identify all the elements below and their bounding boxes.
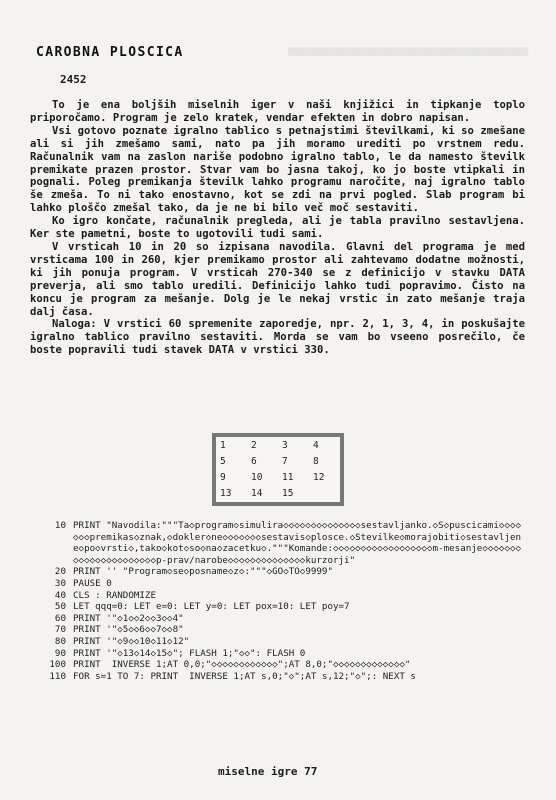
code-text: LET qqq=0: LET e=0: LET y=0: LET pox=10: LET poy=7 <box>73 601 350 613</box>
board-cell: 12 <box>313 472 325 484</box>
board-cell: 9 <box>220 472 226 484</box>
code-line <box>44 520 524 566</box>
board-cell: 10 <box>251 472 263 484</box>
line-number: 100 <box>49 659 66 671</box>
code-text: FOR s=1 TO 7: PRINT INVERSE 1;AT s,0;"◇";AT s,12;"◇";: NEXT s <box>73 670 416 682</box>
program-number: 2452 <box>60 73 87 86</box>
program-listing <box>44 520 524 682</box>
line-number: 50 <box>54 601 66 613</box>
code-text: PRINT '"◇5◇◇6◇◇7◇◇8" <box>73 624 184 636</box>
code-line <box>44 671 524 683</box>
code-text: PRINT INVERSE 1;AT 0,0;"◇◇◇◇◇◇◇◇◇◇◇◇";AT 8,0;"◇◇◇◇◇◇◇◇◇◇◇◇◇" <box>73 659 411 671</box>
paragraph: V vrsticah 10 in 20 so izpisana navodila. Glavni del programa je med vrsticama 100 in 260, kjer premikamo prostor ali zahtevamo dodatne možnosti, ki jih ponuja program. V vrsticah 270-340 se z definicijo v stavku DATA preverja, ali smo tablo uredili. Definicijo lahko tudi popravimo. Čisto na koncu je program za mešanje. Dolg je le nekaj vrstic in zato mešanje traja dalj časa. <box>30 240 525 318</box>
code-text: PAUSE 0 <box>73 577 112 589</box>
line-number: 60 <box>54 612 66 624</box>
puzzle-board <box>216 437 340 502</box>
board-cell: 13 <box>220 488 232 500</box>
code-text: PRINT '"◇9◇◇10◇11◇12" <box>73 635 190 647</box>
board-cell <box>309 486 340 502</box>
code-line <box>44 578 524 590</box>
line-number: 70 <box>54 624 66 636</box>
line-number: 90 <box>54 647 66 659</box>
board-cell: 4 <box>313 439 319 451</box>
board-cell: 7 <box>282 455 288 467</box>
code-line <box>44 613 524 625</box>
board-cell: 3 <box>282 439 288 451</box>
code-line <box>44 659 524 671</box>
board-cell: 1 <box>220 439 226 451</box>
page-footer: miselne igre 77 <box>218 765 318 778</box>
code-line <box>44 624 524 636</box>
code-text: CLS : RANDOMIZE <box>73 589 156 601</box>
board-cell: 15 <box>282 488 294 500</box>
code-text: PRINT "Navodila:"""Ta◇program◇simulira◇◇◇◇◇◇◇◇◇◇◇◇◇◇sestavljanko.◇S◇puscicami◇◇◇◇◇◇◇premikas◇znak,◇dokler◇ne◇◇◇◇◇◇◇sestavis◇plosce.◇Stevilke◇morajobiti◇sestavljene◇po◇vrsti◇,tako◇kot◇so◇na◇zacetku◇."""Komande:◇◇◇◇◇◇◇◇◇◇◇◇◇◇◇◇◇◇m-mesanje◇◇◇◇◇◇◇◇◇◇◇◇◇◇◇◇◇◇◇◇◇◇p-prav/narobe◇◇◇◇◇◇◇◇◇◇◇◇◇◇kurzorji" <box>73 520 522 566</box>
code-text: PRINT '"◇13◇14◇15◇"; FLASH 1;"◇◇": FLASH 0 <box>73 647 306 659</box>
paragraph: To je ena boljših miselnih iger v naši knjižici in tipkanje toplo priporočamo. Program je zelo kratek, vendar efekten in dobro napisan. <box>30 99 525 124</box>
line-number: 10 <box>54 520 66 531</box>
code-line <box>44 566 524 578</box>
code-line <box>44 648 524 660</box>
line-number: 110 <box>49 670 66 682</box>
paragraph: Naloga: V vrstici 60 spremenite zaporedje, npr. 2, 1, 3, 4, in poskušajte igralno tablico pravilno sestaviti. Morda se vam bo vseeno posrečilo, če boste popravili tudi stavek DATA v vrstici 330. <box>30 318 525 357</box>
code-line <box>44 636 524 648</box>
line-number: 80 <box>54 635 66 647</box>
code-line <box>44 590 524 602</box>
article-body <box>30 99 525 357</box>
board-cell: 11 <box>282 472 294 484</box>
board-cell: 5 <box>220 455 226 467</box>
board-cell: 2 <box>251 439 257 451</box>
code-line <box>44 601 524 613</box>
board-cell: 14 <box>251 488 263 500</box>
board-cell: 6 <box>251 455 257 467</box>
puzzle-board-figure <box>212 433 344 506</box>
board-cell: 8 <box>313 455 319 467</box>
page-title: CAROBNA PLOSCICA <box>36 45 184 60</box>
code-text: PRINT '' "Program◇se◇posname◇z◇:"""◇GO◇TO◇9999" <box>73 566 333 578</box>
line-number: 20 <box>54 566 66 578</box>
code-text: PRINT '"◇1◇◇2◇◇3◇◇4" <box>73 612 184 624</box>
paragraph: Ko igro končate, računalnik pregleda, ali je tabla pravilno sestavljena. Ker ste pametni, boste to ugotovili tudi sami. <box>30 215 525 241</box>
line-number: 30 <box>54 577 66 589</box>
line-number: 40 <box>54 589 66 601</box>
bleed-through-text: ▒▒▒▒▒▒▒▒▒▒▒▒▒▒▒▒▒▒▒▒▒▒▒▒▒▒▒▒▒▒▒▒▒▒▒▒▒▒▒▒▒▒▒▒▒▒▒▒▒▒▒▒▒▒▒▒▒ <box>288 48 529 56</box>
paragraph: Vsi gotovo poznate igralno tablico s petnajstimi številkami, ki so zmešane ali si jih zmešamo sami, nato pa jih moramo urediti po vrstnem redu. Računalnik vam na zaslon nariše podobno igralno tablo, le da namesto številk premikate prazen prostor. Stvar vam bo jasna takoj, ko jo boste vtipkali in pognali. Poleg premikanja številk lahko programu naročite, naj igralno tablo še zmeša. To ni tako enostavno, kot se zdi na prvi pogled. Slab program bi lahko ploščo zmešal tako, da je ne bi bilo več moč sestaviti. <box>30 124 525 215</box>
